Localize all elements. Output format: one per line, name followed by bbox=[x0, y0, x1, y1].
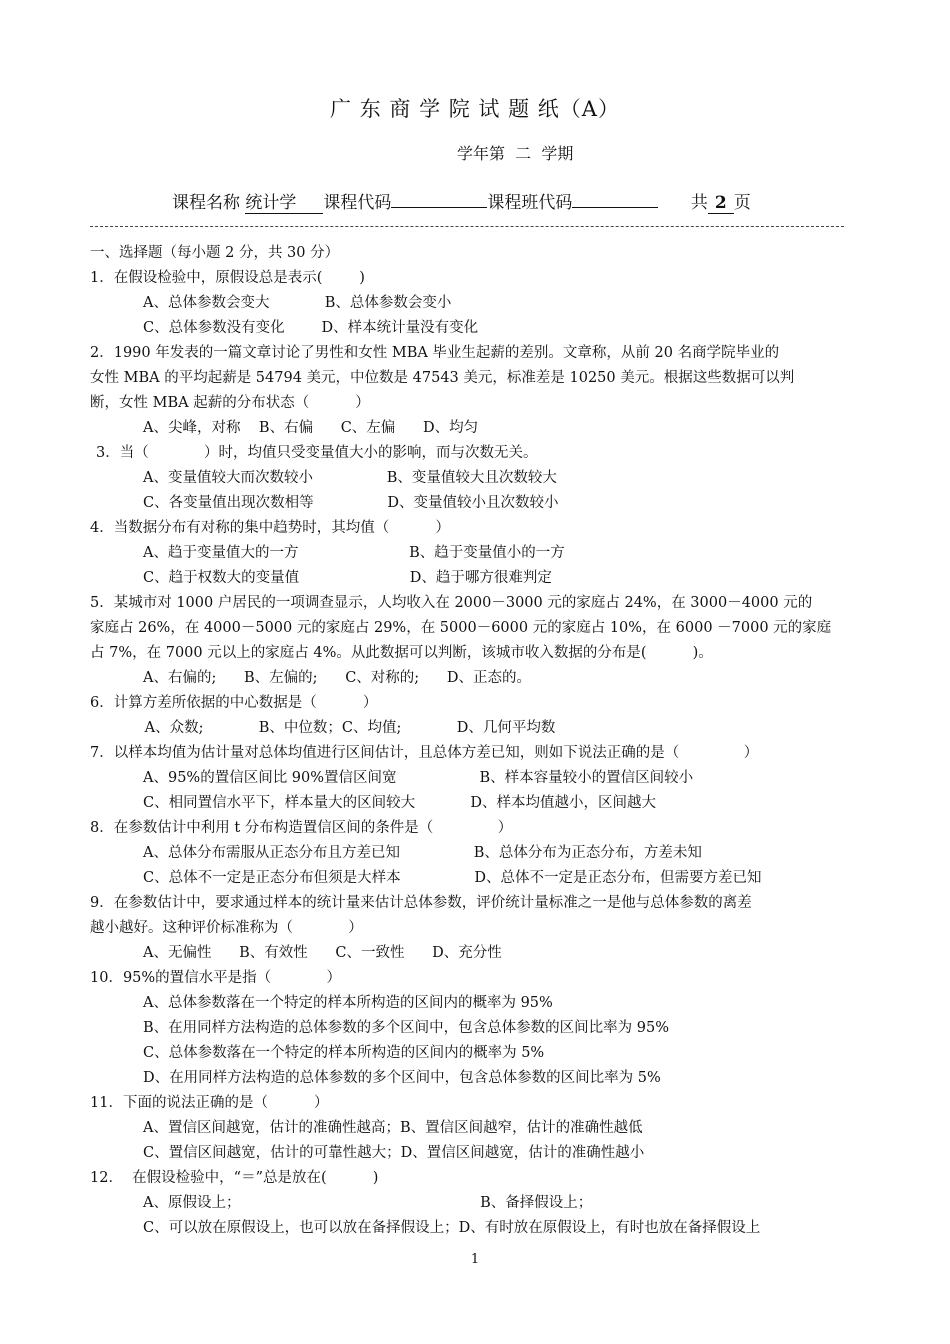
question-line: 占 7%，在 7000 元以上的家庭占 4%。从此数据可以判断，该城市收入数据的分布是( )。 bbox=[90, 645, 713, 661]
pages-suffix: 页 bbox=[733, 193, 751, 213]
option-line: A、原假设上； B、备择假设上； bbox=[143, 1195, 593, 1211]
option-line: A、变量值较大而次数较小 B、变量值较大且次数较大 bbox=[143, 470, 557, 486]
option-line: C、总体参数落在一个特定的样本所构造的区间内的概率为 5% bbox=[143, 1045, 545, 1061]
option-line: C、各变量值出现次数相等 D、变量值较小且次数较小 bbox=[143, 495, 559, 511]
option-line: A、无偏性 B、有效性 C、一致性 D、充分性 bbox=[143, 945, 502, 961]
option-line: B、在用同样方法构造的总体参数的多个区间中，包含总体参数的区间比率为 95% bbox=[143, 1020, 669, 1036]
option-line: C、总体参数没有变化 D、样本统计量没有变化 bbox=[143, 320, 479, 336]
option-line: D、在用同样方法构造的总体参数的多个区间中，包含总体参数的区间比率为 5% bbox=[143, 1070, 661, 1086]
question-line: 2．1990 年发表的一篇文章讨论了男性和女性 MBA 毕业生起薪的差别。文章称，从前 20 名商学院毕业的 bbox=[90, 345, 780, 361]
option-line: A、趋于变量值大的一方 B、趋于变量值小的一方 bbox=[143, 545, 565, 561]
question-line: 4．当数据分布有对称的集中趋势时，其均值（ ） bbox=[90, 520, 450, 536]
question-line: 9．在参数估计中，要求通过样本的统计量来估计总体参数，评价统计量标准之一是他与总体参数的离差 bbox=[90, 895, 752, 911]
pages-count: 2 bbox=[708, 193, 734, 214]
option-line: C、可以放在原假设上，也可以放在备择假设上；D、有时放在原假设上，有时也放在备择假设上 bbox=[143, 1220, 761, 1236]
course-name-label: 课程名称 bbox=[172, 193, 240, 213]
option-line: C、总体不一定是正态分布但须是大样本 D、总体不一定是正态分布，但需要方差已知 bbox=[143, 870, 762, 886]
question-line: 越小越好。这种评价标准称为（ ） bbox=[90, 920, 363, 936]
question-line: 11．下面的说法正确的是（ ） bbox=[90, 1095, 329, 1111]
question-line: 6．计算方差所依据的中心数据是（ ） bbox=[90, 695, 378, 711]
question-line: 家庭占 26%，在 4000－5000 元的家庭占 29%，在 5000－6000 元的家庭占 10%，在 6000 －7000 元的家庭 bbox=[90, 620, 832, 636]
class-code-value bbox=[572, 207, 658, 208]
option-line: A、总体参数落在一个特定的样本所构造的区间内的概率为 95% bbox=[143, 995, 553, 1011]
question-line: 8．在参数估计中利用 t 分布构造置信区间的条件是（ ） bbox=[90, 820, 513, 836]
question-line: 1．在假设检验中，原假设总是表示( ) bbox=[90, 270, 365, 286]
question-line: 5．某城市对 1000 户居民的一项调查显示，人均收入在 2000－3000 元的家庭占 24%，在 3000－4000 元的 bbox=[90, 595, 813, 611]
option-line: A、总体参数会变大 B、总体参数会变小 bbox=[143, 295, 452, 311]
header-divider bbox=[90, 226, 844, 227]
section-heading: 一、选择题（每小题 2 分，共 30 分） bbox=[90, 245, 340, 261]
question-line: 3．当（ ）时，均值只受变量值大小的影响，而与次数无关。 bbox=[96, 445, 538, 461]
course-code-label: 课程代码 bbox=[323, 193, 392, 213]
option-line: A、众数; B、中位数；C、均值; D、几何平均数 bbox=[140, 720, 556, 736]
page-title: 广 东 商 学 院 试 题 纸（A） bbox=[330, 97, 620, 121]
question-line: 女性 MBA 的平均起薪是 54794 美元，中位数是 47543 美元，标准差是 10250 美元。根据这些数据可以判 bbox=[90, 370, 795, 386]
question-line: 断，女性 MBA 起薪的分布状态（ ） bbox=[90, 395, 370, 411]
option-line: C、趋于权数大的变量值 D、趋于哪方很难判定 bbox=[143, 570, 552, 586]
option-line: A、尖峰，对称 B、右偏 C、左偏 D、均匀 bbox=[143, 420, 479, 436]
course-name-value: 统计学 bbox=[245, 188, 323, 214]
page-number: 1 bbox=[470, 1252, 480, 1267]
option-line: A、总体分布需服从正态分布且方差已知 B、总体分布为正态分布，方差未知 bbox=[143, 845, 702, 861]
question-line: 10．95%的置信水平是指（ ） bbox=[90, 970, 341, 986]
class-code-label: 课程班代码 bbox=[487, 193, 573, 213]
pages-prefix: 共 bbox=[690, 193, 708, 213]
option-line: A、95%的置信区间比 90%置信区间宽 B、样本容量较小的置信区间较小 bbox=[143, 770, 694, 786]
term-label: 学年第 二 学期 bbox=[457, 144, 574, 163]
option-line: C、置信区间越宽，估计的可靠性越大；D、置信区间越宽，估计的准确性越小 bbox=[143, 1145, 645, 1161]
option-line: C、相同置信水平下，样本量大的区间较大 D、样本均值越小，区间越大 bbox=[143, 795, 657, 811]
course-info-line bbox=[172, 188, 751, 214]
option-line: A、右偏的; B、左偏的; C、对称的; D、正态的。 bbox=[143, 670, 531, 686]
option-line: A、置信区间越宽，估计的准确性越高；B、置信区间越窄，估计的准确性越低 bbox=[143, 1120, 643, 1136]
course-code-value bbox=[391, 207, 487, 208]
question-line: 7．以样本均值为估计量对总体均值进行区间估计，且总体方差已知，则如下说法正确的是（ ） bbox=[90, 745, 759, 761]
question-line: 12． 在假设检验中，“＝”总是放在( ) bbox=[90, 1170, 379, 1186]
